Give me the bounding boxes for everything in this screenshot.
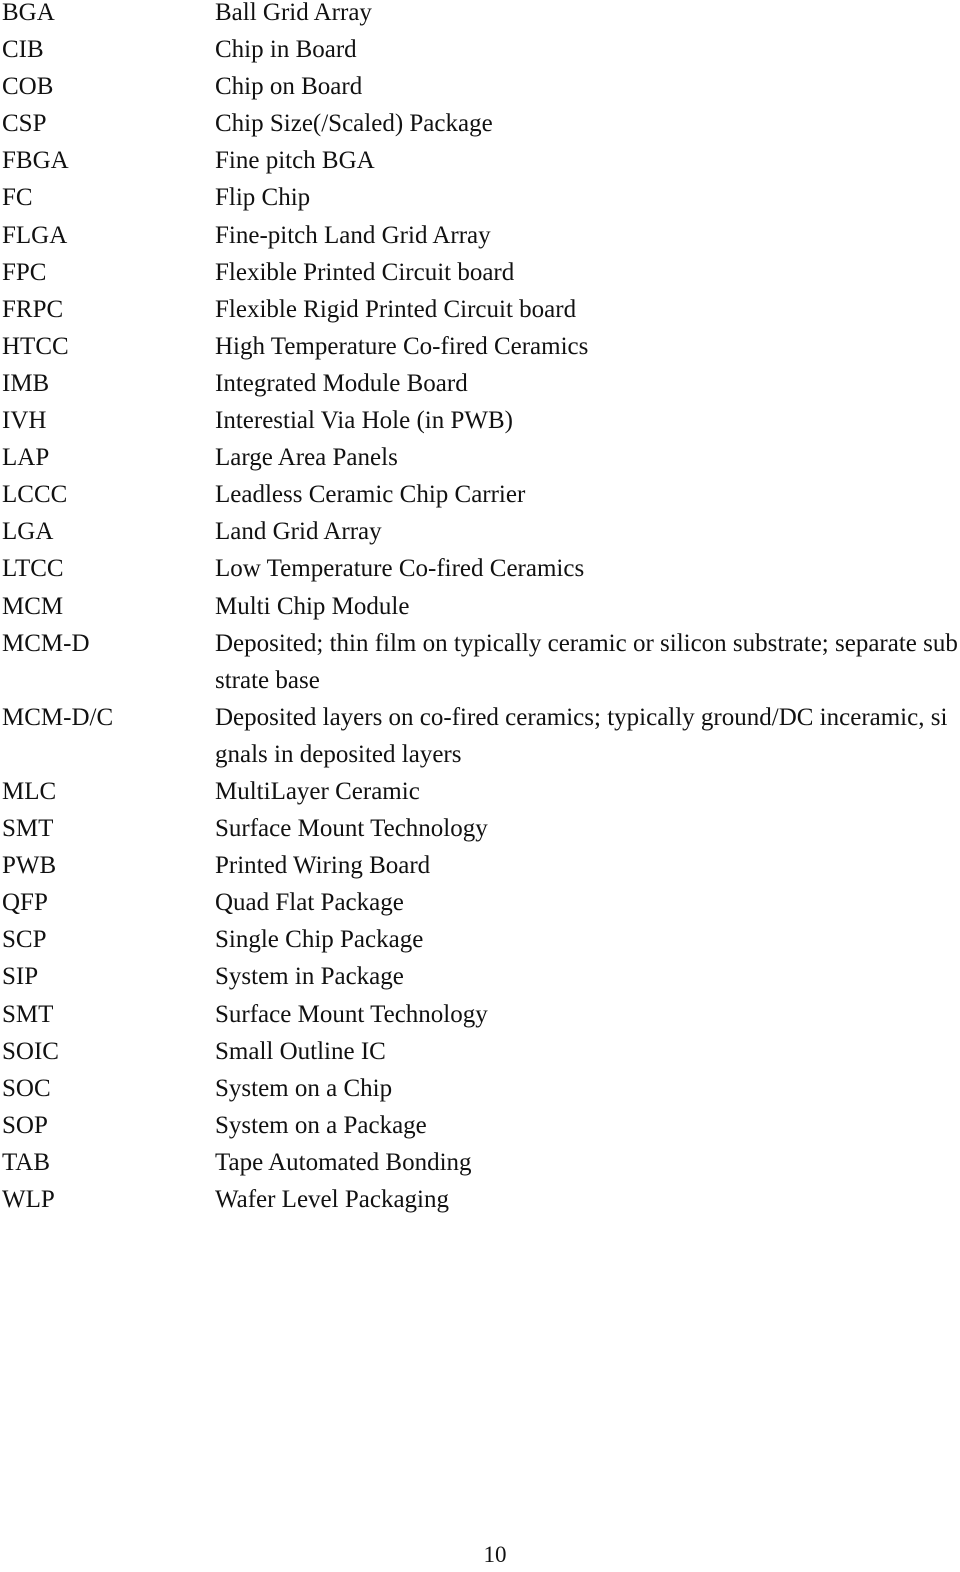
glossary-definition: System in Package xyxy=(215,963,404,991)
glossary-definition: Flexible Printed Circuit board xyxy=(215,258,515,286)
glossary-entry xyxy=(2,699,958,773)
glossary-entry xyxy=(2,142,958,179)
glossary-definition: Interestial Via Hole (in PWB) xyxy=(215,407,513,435)
glossary-definition: Integrated Module Board xyxy=(215,369,468,397)
glossary-definition: Ball Grid Array xyxy=(215,0,372,26)
glossary-entry xyxy=(2,810,958,847)
glossary-definition: Chip in Board xyxy=(215,36,357,64)
glossary-entry xyxy=(2,1033,958,1070)
glossary-entry xyxy=(2,1107,958,1144)
glossary-definition: System on a Chip xyxy=(215,1074,393,1102)
glossary-term: SMT xyxy=(2,815,54,843)
glossary-definition: System on a Package xyxy=(215,1111,427,1139)
glossary-term: TAB xyxy=(2,1148,50,1176)
glossary-definition: Wafer Level Packaging xyxy=(215,1186,449,1213)
glossary-definition: Surface Mount Technology xyxy=(215,1000,488,1028)
glossary-term: SIP xyxy=(2,963,39,991)
glossary-definition: Chip on Board xyxy=(215,73,363,101)
glossary-term: LAP xyxy=(2,444,50,472)
glossary-definition: Deposited layers on co-fired ceramics; typically ground/DC inceramic, signals in deposited layers xyxy=(215,703,948,768)
glossary-definition: Leadless Ceramic Chip Carrier xyxy=(215,481,526,509)
glossary-entry xyxy=(2,365,958,402)
glossary-term: FC xyxy=(2,184,33,212)
glossary-term: SOIC xyxy=(2,1037,59,1065)
glossary-term: SCP xyxy=(2,926,47,954)
glossary-term: FPC xyxy=(2,258,47,286)
glossary-definition: Fine-pitch Land Grid Array xyxy=(215,221,491,249)
glossary-entry xyxy=(2,291,958,328)
glossary-term: HTCC xyxy=(2,332,69,360)
glossary-list xyxy=(2,0,958,1218)
glossary-entry xyxy=(2,996,958,1033)
glossary-term: SOC xyxy=(2,1074,51,1102)
glossary-definition: Quad Flat Package xyxy=(215,889,404,917)
glossary-entry xyxy=(2,1181,958,1218)
page-number: 10 xyxy=(483,1542,507,1567)
glossary-definition: Small Outline IC xyxy=(215,1037,386,1065)
glossary-definition: Flexible Rigid Printed Circuit board xyxy=(215,295,577,323)
glossary-term: WLP xyxy=(2,1186,55,1213)
glossary-term: MCM-D/C xyxy=(2,703,114,731)
glossary-term: CSP xyxy=(2,110,47,138)
glossary-entry xyxy=(2,588,958,625)
glossary-term: LCCC xyxy=(2,481,68,509)
glossary-definition: Large Area Panels xyxy=(215,444,398,472)
glossary-entry xyxy=(2,1070,958,1107)
glossary-term: SOP xyxy=(2,1111,48,1139)
glossary-entry xyxy=(2,847,958,884)
glossary-term: SMT xyxy=(2,1000,54,1028)
glossary-entry xyxy=(2,513,958,550)
glossary-definition: Surface Mount Technology xyxy=(215,815,488,843)
glossary-term: FLGA xyxy=(2,221,68,249)
glossary-entry xyxy=(2,179,958,216)
glossary-entry xyxy=(2,1144,958,1181)
glossary-term: IVH xyxy=(2,407,47,435)
glossary-term: COB xyxy=(2,73,54,101)
glossary-definition: Printed Wiring Board xyxy=(215,852,431,880)
glossary-definition: Single Chip Package xyxy=(215,926,424,954)
glossary-definition: Chip Size(/Scaled) Package xyxy=(215,110,493,138)
glossary-definition: High Temperature Co-fired Ceramics xyxy=(215,332,589,360)
glossary-term: LGA xyxy=(2,518,54,546)
glossary-term: IMB xyxy=(2,369,50,397)
glossary-term: MLC xyxy=(2,777,57,805)
glossary-term: PWB xyxy=(2,852,57,880)
glossary-term: MCM xyxy=(2,592,64,620)
glossary-entry xyxy=(2,921,958,958)
glossary-entry xyxy=(2,68,958,105)
glossary-definition: Flip Chip xyxy=(215,184,311,212)
glossary-entry xyxy=(2,254,958,291)
glossary-definition: MultiLayer Ceramic xyxy=(215,777,420,805)
glossary-definition: Tape Automated Bonding xyxy=(215,1148,472,1176)
glossary-definition: Fine pitch BGA xyxy=(215,147,375,175)
glossary-entry xyxy=(2,476,958,513)
glossary-term: CIB xyxy=(2,36,44,64)
glossary-definition: Deposited; thin film on typically ceramic or silicon substrate; separate substrate base xyxy=(215,629,958,694)
glossary-entry xyxy=(2,439,958,476)
glossary-entry xyxy=(2,625,958,699)
glossary-definition: Land Grid Array xyxy=(215,518,382,546)
glossary-term: QFP xyxy=(2,889,48,917)
glossary-entry xyxy=(2,402,958,439)
glossary-entry xyxy=(2,31,958,68)
glossary-entry xyxy=(2,0,958,31)
glossary-term: FBGA xyxy=(2,147,69,175)
glossary-entry xyxy=(2,884,958,921)
glossary-term: LTCC xyxy=(2,555,64,583)
glossary-entry xyxy=(2,958,958,995)
glossary-term: FRPC xyxy=(2,295,64,323)
glossary-entry xyxy=(2,773,958,810)
glossary-entry xyxy=(2,328,958,365)
glossary-definition: Multi Chip Module xyxy=(215,592,410,620)
glossary-entry xyxy=(2,550,958,587)
glossary-term: BGA xyxy=(2,0,55,26)
glossary-definition: Low Temperature Co-fired Ceramics xyxy=(215,555,585,583)
glossary-entry xyxy=(2,217,958,254)
glossary-entry xyxy=(2,105,958,142)
glossary-term: MCM-D xyxy=(2,629,90,657)
